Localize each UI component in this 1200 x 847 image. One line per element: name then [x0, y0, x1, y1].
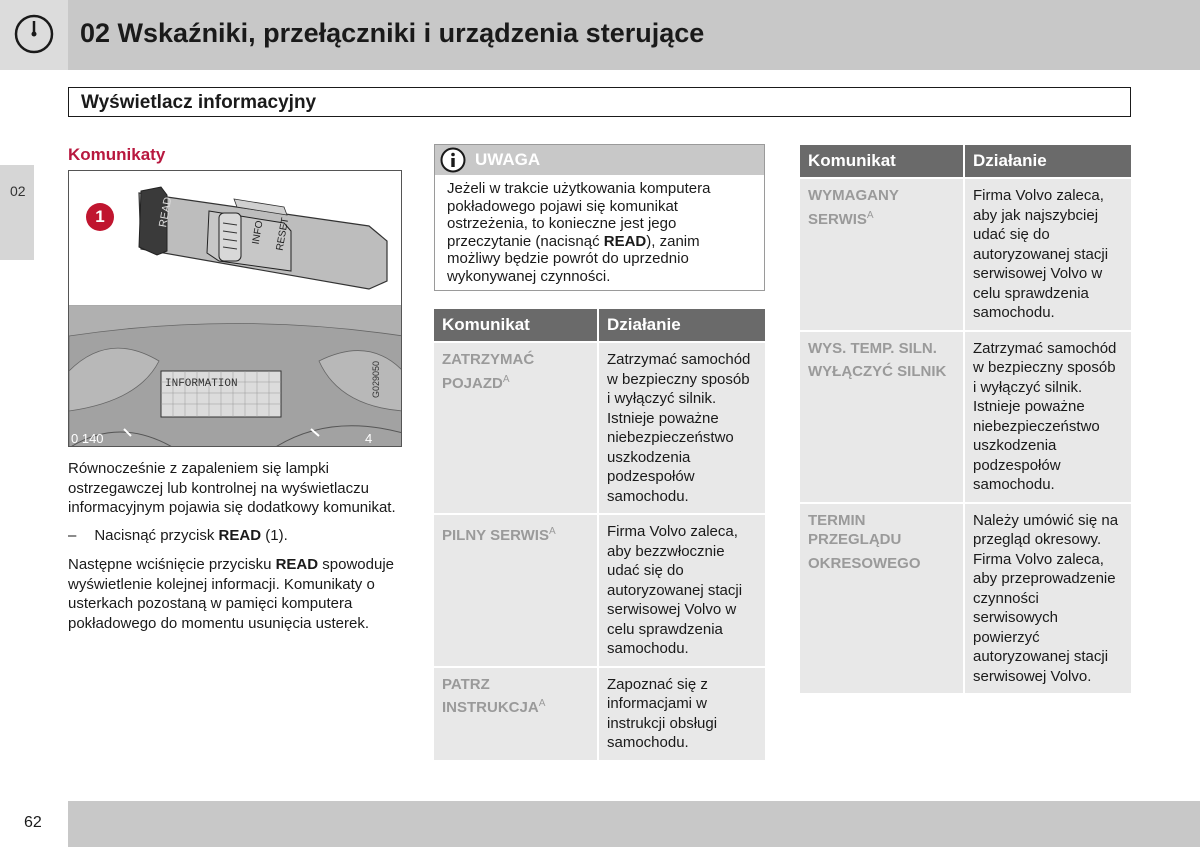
step-read-bold: READ — [218, 527, 262, 544]
page-title: 02 Wskaźniki, przełączniki i urządzenia sterujące — [80, 18, 705, 48]
note-header — [435, 145, 764, 175]
table-row — [434, 343, 765, 513]
message-name: WYMAGANY $SERWIS^A$ — [800, 179, 963, 330]
table-header-row — [800, 145, 1131, 177]
page-number: 62 — [24, 814, 42, 831]
header-dzialanie: Działanie — [965, 145, 1131, 177]
intro-paragraph: Równocześnie z zapaleniem się lampki ostrzegawczej lub kontrolnej na wyświetlaczu informacyjnym pojawia się dodatkowy komunikat. — [68, 460, 396, 516]
footer-bar — [68, 801, 1200, 847]
next-paragraph — [68, 555, 408, 633]
read-button-label: READ — [157, 196, 175, 229]
section-title: Wyświetlacz informacyjny — [81, 92, 317, 113]
header-icon-box — [0, 0, 68, 70]
chapter-tab — [0, 165, 34, 260]
message-action: Należy umówić się na przegląd okresowy. Firma Volvo zaleca, aby przeprowadzenie czynności serwisowych powierzyć autoryzowanej stacji serwisowej Volvo. — [965, 504, 1131, 694]
message-name: ZATRZYMAĆ $POJAZD^A$ — [434, 343, 597, 513]
table-row — [800, 179, 1131, 330]
section-title-box — [68, 87, 1131, 117]
table-row — [434, 515, 765, 666]
next-paragraph-a: Następne wciśnięcie przycisku — [68, 556, 276, 573]
note-box — [434, 144, 765, 291]
dial-left-numbers: 0 140 — [71, 431, 104, 446]
callout-1: 1 — [86, 203, 114, 231]
table-row — [800, 332, 1131, 502]
message-name: WYS. TEMP. SILN. WYŁĄCZYĆ SILNIK — [800, 332, 963, 502]
message-action: Firma Volvo zaleca, aby jak najszybciej udać się do autoryzowanej stacji serwisowej Volvo w celu sprawdzenia samochodu. — [965, 179, 1131, 330]
note-label: UWAGA — [475, 150, 541, 169]
note-text-a: Jeżeli w trakcie użytkowania komputera pokładowego pojawi się komunikat ostrzeżenia, to konieczne jest jego przeczytanie (nacisnąć — [447, 180, 711, 250]
step-dash: – — [68, 527, 77, 544]
message-action: Zatrzymać samochód w bezpieczny sposób i wyłączyć silnik. Istnieje poważne niebezpieczeństwo uszkodzenia podzespołów samochodu. — [599, 343, 765, 513]
chapter-tab-label: 02 — [10, 183, 26, 199]
note-text-b: ), zanim możliwy będzie powrót do uprzednio wykonywanej czynności. — [447, 232, 700, 285]
next-paragraph-bold: READ — [275, 556, 319, 573]
stalk-drawing — [69, 171, 402, 447]
table-row — [800, 504, 1131, 694]
message-action: Zapoznać się z informacjami w instrukcji obsługi samochodu. — [599, 668, 765, 760]
header-komunikat: Komunikat — [800, 145, 963, 177]
header-dzialanie: Działanie — [599, 309, 765, 341]
next-paragraph-b: spowoduje wyświetlenie kolejnej informacji. Komunikaty o usterkach pozostaną w pamięci komputera pokładowego do momentu usunięcia usterek. — [68, 556, 394, 632]
instruction-step — [68, 526, 408, 546]
message-name: TERMIN PRZEGLĄDU OKRESOWEGO — [800, 504, 963, 694]
reset-label: RESET — [274, 216, 292, 252]
gauge-icon — [14, 14, 54, 54]
step-text: Nacisnąć przycisk — [94, 527, 219, 544]
message-action: Zatrzymać samochód w bezpieczny sposób i wyłączyć silnik. Istnieje poważne niebezpieczeństwo uszkodzenia podzespołów samochodu. — [965, 332, 1131, 502]
messages-table-right — [798, 143, 1133, 695]
figure-code: G029050 — [371, 360, 381, 398]
note-text-bold: READ — [603, 232, 647, 250]
messages-table-middle — [432, 307, 767, 762]
table-row — [434, 668, 765, 760]
message-action: Firma Volvo zaleca, aby bezzwłocznie udać się do autoryzowanej stacji serwisowej Volvo w celu sprawdzenia samochodu. — [599, 515, 765, 666]
info-icon — [440, 147, 466, 173]
dial-right-number: 4 — [365, 431, 373, 446]
step-tail: (1). — [261, 527, 288, 544]
stalk-illustration — [68, 170, 402, 447]
info-label: INFO — [250, 219, 266, 246]
note-text — [447, 180, 757, 285]
table-header-row — [434, 309, 765, 341]
header-komunikat: Komunikat — [434, 309, 597, 341]
message-name: PILNY $SERWIS^A$ — [434, 515, 597, 666]
display-text: INFORMATION — [165, 378, 238, 390]
message-name: PATRZ $INSTRUKCJA^A$ — [434, 668, 597, 760]
komunikaty-heading: Komunikaty — [68, 145, 166, 164]
